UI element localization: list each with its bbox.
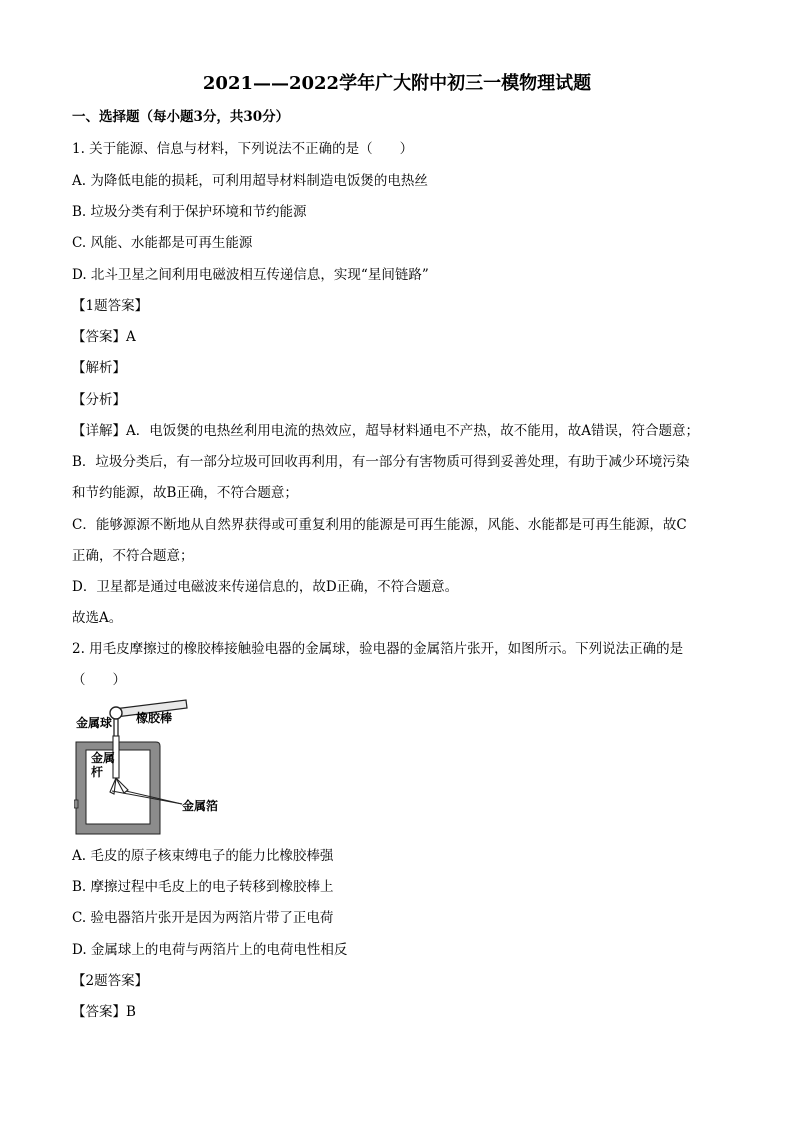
- q2-option-b: B. 摩擦过程中毛皮上的电子转移到橡胶棒上: [72, 879, 334, 895]
- q1-detail-line: C．能够源源不断地从自然界获得或可重复利用的能源是可再生能源，风能、水能都是可再生能源，故C: [72, 517, 687, 533]
- q1-jiexi: 【解析】: [72, 360, 126, 376]
- q2-stem-bracket: （ ）: [72, 672, 126, 688]
- label-rubber-rod: 橡胶棒: [136, 711, 173, 725]
- q1-answer: 【答案】A: [72, 329, 136, 345]
- q1-detail-line: D．卫星都是通过电磁波来传递信息的，故D正确，不符合题意。: [72, 579, 459, 595]
- q2-option-c: C. 验电器箔片张开是因为两箔片带了正电荷: [72, 910, 334, 926]
- q1-option-d: D. 北斗卫星之间利用电磁波相互传递信息，实现“星间链路”: [72, 267, 429, 283]
- q1-detail-line: B．垃圾分类后，有一部分垃圾可回收再利用，有一部分有害物质可得到妥善处理，有助于减少环境污染: [72, 454, 690, 470]
- label-metal-stem-bottom: 杆: [91, 765, 104, 779]
- label-metal-ball: 金属球: [76, 716, 113, 730]
- q2-option-d: D. 金属球上的电荷与两箔片上的电荷电性相反: [72, 942, 348, 958]
- q1-option-b: B. 垃圾分类有利于保护环境和节约能源: [72, 204, 307, 220]
- q2-answer: 【答案】B: [72, 1004, 136, 1020]
- q2-stem: 2. 用毛皮摩擦过的橡胶棒接触验电器的金属球，验电器的金属箔片张开，如图所示。下列说法正确的是: [72, 641, 684, 657]
- q1-answer-tag: 【1题答案】: [72, 298, 149, 314]
- q1-detail-line: 【详解】A．电饭煲的电热丝利用电流的热效应，超导材料通电不产热，故不能用，故A错误，符合题意；: [72, 423, 699, 439]
- label-metal-foil: 金属箔: [182, 799, 219, 813]
- q2-option-a: A. 毛皮的原子核束缚电子的能力比橡胶棒强: [72, 848, 334, 864]
- q2-answer-tag: 【2题答案】: [72, 973, 149, 989]
- q1-option-c: C. 风能、水能都是可再生能源: [72, 235, 253, 251]
- q1-option-a: A. 为降低电能的损耗，可利用超导材料制造电饭煲的电热丝: [72, 173, 428, 189]
- section-heading: 一、选择题（每小题3分，共30分）: [72, 109, 290, 125]
- q1-detail-line: 和节约能源，故B正确，不符合题意；: [72, 485, 298, 501]
- q1-detail-line: 正确，不符合题意；: [72, 548, 194, 564]
- label-metal-stem-top: 金属: [91, 751, 116, 765]
- page-title: 2021——2022学年广大附中初三一模物理试题: [202, 73, 592, 94]
- electroscope-diagram: [74, 696, 274, 838]
- q1-stem: 1. 关于能源、信息与材料，下列说法不正确的是（ ）: [72, 141, 414, 157]
- q1-fenxi: 【分析】: [72, 392, 126, 408]
- q1-conclusion: 故选A。: [72, 610, 123, 626]
